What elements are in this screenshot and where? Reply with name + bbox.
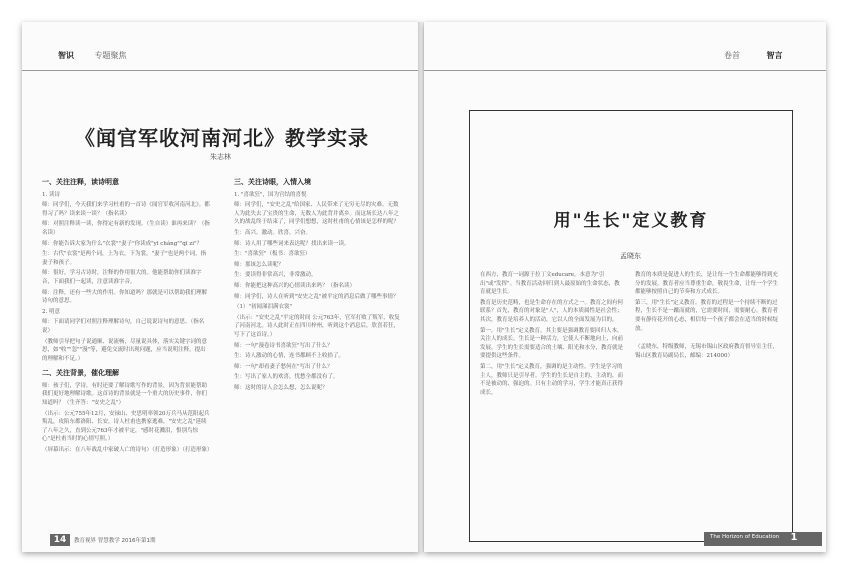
- paragraph: 教育是历史范畴，也是生命存在的方式之一。教育之间有何联系？首先，教育的对象是"人"，人的本质属性是社会性；其次，教育是培养人的活动，它以人的全面发展为目的。: [480, 299, 624, 323]
- paragraph: （1）"初闻涕泪满衣裳": [234, 304, 293, 311]
- left-header-section: 智识: [58, 51, 74, 60]
- page-number: 14: [50, 534, 70, 546]
- paragraph: 第二，用"生长"定义教育，强调的是主动性。学生是学习的主人，教师只是引导者。学生的生长是自主的、主动的，而不是被动的、强迫的。只有主动的学习，学生才能真正获得成长。: [480, 363, 624, 396]
- paragraph: 1. 读诗: [42, 191, 60, 198]
- right-column-2: [635, 271, 780, 362]
- footer-text: 教育视界 智慧教学 2016年第1期: [74, 538, 156, 544]
- paragraph: 师：同学们，今天我们来学习杜甫的一首诗《闻官军收河南河北》。都得习了吗？读来谈一谈？（指名读）: [42, 202, 210, 217]
- right-header-column: 卷首: [724, 51, 740, 60]
- paragraph: 2. 明意: [42, 308, 60, 315]
- paragraph: 师：孩子们，学诗，有时还要了解诗歌写作的背景，因为背景能帮助我们更好地理解诗歌。这首诗的背景就是一个重大的历史事件，你们知道吗？（生齐答："安史之乱"）: [42, 382, 208, 407]
- paragraph: 师：很好，学习古诗时，注释的作用很大的。他能帮助你们读准字音，下面我们一起读，注意读准字音。: [42, 270, 202, 285]
- paragraph: 师：对照注释读一读，你得定有新的发现。（生自读）谁再来读？（指名读）: [42, 221, 210, 236]
- editorial-frame: [469, 110, 793, 542]
- paragraph: （教师引导把句子说通顺、说流畅，尽量说具体，落实关键字词的意思，如"收""忽""漫"等，避免交流时出现问题，应当说明注释，提出的理解和不足。）: [42, 338, 208, 362]
- paragraph: 师：那该怎么读呢？: [234, 261, 284, 268]
- right-footer: [424, 532, 826, 546]
- left-header: [58, 50, 127, 68]
- paragraph: 生：古代"衣裳"是两个词，上为衣，下为裳。"妻子"也是两个词，指妻子和孩子。: [42, 251, 207, 266]
- left-column-1: [42, 172, 213, 457]
- paragraph: 1. "喜欲狂"，国为官结的喜悦: [234, 191, 307, 198]
- paragraph: （出示：公元755年12月，安禄山、史思明率领20万兵马从范阳起兵叛乱，攻陷东都洛阳、长安，诗人杜甫也携家逃难，"安史之乱"延续了八年之久，直到公元763年才被平定，"感时花溅泪，恨别鸟惊心"是杜甫当时的心情写照。）: [42, 410, 210, 443]
- editorial-title: 用"生长"定义教育: [553, 211, 709, 231]
- right-header-section: 智言: [766, 51, 783, 60]
- paragraph: 师：下面请同学们对照注释理解诗句，自己说说诗句的意思。（指名说）: [42, 319, 205, 334]
- left-header-column: 专题聚焦: [94, 51, 127, 60]
- paragraph: 师：同学们，"安史之乱"给国家、人民带来了无穷无尽的灾难。无数人为此失去了宝贵的生命，无数人为此背井离乡。而这场长达八年之久的战乱终于结束了，同学们想想，这时杜甫的心情该是怎样的呢？: [234, 202, 400, 226]
- section-heading-2: 二、关注背景，催化理解: [42, 368, 119, 378]
- paragraph: 师：诗人用了哪些词来表达呢？找出来读一读。: [234, 240, 350, 247]
- paragraph: 师：你能告诉大家为什么"衣裳""妻子"你读成"yī cháng""qī zi"？: [42, 240, 203, 247]
- paragraph: 师：这时的诗人会怎么想，怎么说呢？: [234, 384, 328, 391]
- right-header: [724, 50, 783, 68]
- paragraph: 生：诗人激动的心情，连书都顾不上收拾了。: [234, 353, 345, 360]
- article-title: 《闻官军收河南河北》教学实录: [75, 126, 369, 150]
- author-bio: （孟晓东，特级教师，无锡市锡山区政府教育督导室主任，锡山区教育局副局长，邮编：214000）: [635, 344, 779, 359]
- paragraph: 生：高兴。激动。欣喜。兴奋。: [234, 229, 312, 236]
- paragraph: 生：写出了家人的欢喜，忧愁全都没有了。: [234, 374, 339, 381]
- paragraph: 在西方，教育一词源于拉丁文educare，本意为"引出"或"发挥"。当教育活动回归到人最原始的生命状态，教育就是生长。: [480, 272, 620, 296]
- paragraph: 师：一句"漫卷诗书喜欲狂"写出了什么？: [234, 342, 333, 349]
- right-page: [424, 22, 826, 552]
- page-number: 1: [790, 532, 798, 543]
- right-header-rule: [424, 70, 826, 71]
- left-header-rule: [22, 70, 420, 71]
- left-column-2: [234, 172, 404, 394]
- paragraph: 第一，用"生长"定义教育。其主要是强调教育要回归人本，关注人的成长。生长是一种活力，它使人不断地向上，向前发展。学生的生长需要适合的土壤、阳光和水分，教育就是要提供这些条件。: [480, 327, 624, 360]
- paragraph: 第三，用"生长"定义教育。教育的过程是一个持续不断的过程，生长不是一蹴而就的，它需要时间，需要耐心。教育者要有静待花开的心态，相信每一个孩子都会在适当的时候绽放。: [635, 299, 779, 332]
- paragraph: 教育的本质是促进人的生长，是让每一个生命都能够得到充分的发展。教育者应当尊重生命，敬畏生命，让每一个学生都能够按照自己的节奏和方式成长。: [635, 272, 779, 296]
- editorial-author: 孟晓东: [620, 252, 641, 260]
- left-footer: [22, 534, 420, 546]
- paragraph: 生："喜欲狂"（板书：喜欲狂）: [234, 251, 311, 258]
- paragraph: 师：你能把这种高兴的心情读出来吗？（指名读）: [234, 282, 356, 289]
- right-column-1: [480, 271, 625, 399]
- section-heading-3: 三、关注诗眼，入情入境: [234, 177, 311, 186]
- left-page: [22, 22, 420, 552]
- paragraph: （出示："安史之乱"平定的时间 公元763年，官军打败了叛军，收复了河南河北。诗人此时正在四川梓州，听到这个消息后，欣喜若狂，写下了这首诗。）: [234, 314, 400, 338]
- paragraph: （屏幕出示：在八年战乱中家破人亡的诗句）（打造形象）（打造形象）: [42, 447, 213, 454]
- paragraph: 师：同学们，诗人在听到"安史之乱"被平定的消息后做了哪些事情？: [234, 293, 399, 300]
- section-heading-1: 一、关注注释，读诗明意: [42, 177, 119, 186]
- footer-journal-name: The Horizon of Education: [710, 534, 780, 540]
- paragraph: 生：要读得非常高兴，非常激动。: [234, 272, 317, 279]
- article-author: 朱志林: [210, 153, 231, 161]
- paragraph: 师：一句"却看妻子愁何在"写出了什么？: [234, 363, 333, 370]
- paragraph: 师：注释，还有一些大的作用。你知道吗？那就是可以帮助我们理解诗句的意思。: [42, 289, 208, 305]
